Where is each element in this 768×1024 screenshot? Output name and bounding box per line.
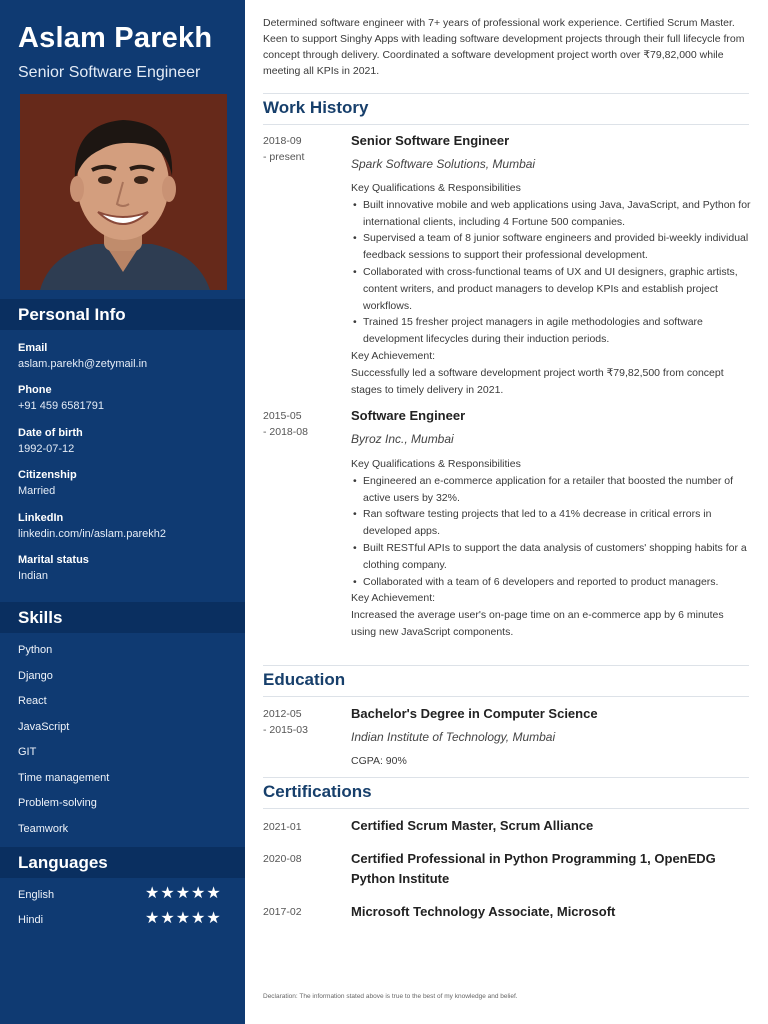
profile-photo-image <box>20 94 227 290</box>
responsibility-list <box>351 473 751 591</box>
skill-item: Teamwork <box>18 823 69 835</box>
education-date-end: - 2015-03 <box>263 724 308 736</box>
achievement-text: Successfully led a software development project worth ₹79,82,500 from concept stages to timely delivery in 2021. <box>351 366 724 396</box>
certification-date: 2020-08 <box>263 853 302 865</box>
education-gpa: CGPA: 90% <box>351 755 407 767</box>
candidate-title: Senior Software Engineer <box>18 64 201 81</box>
job-date-start: 2018-09 <box>263 135 302 147</box>
languages-heading: Languages <box>0 847 245 878</box>
info-email-value: aslam.parekh@zetymail.in <box>18 358 148 370</box>
info-email <box>18 342 238 370</box>
job-date-start: 2015-05 <box>263 410 302 422</box>
job-company: Byroz Inc., Mumbai <box>351 432 454 446</box>
info-citizenship-value: Married <box>18 485 56 497</box>
education-school: Indian Institute of Technology, Mumbai <box>351 730 556 744</box>
language-name-english: English <box>18 889 55 901</box>
skill-item: JavaScript <box>18 721 70 733</box>
achievement-heading: Key Achievement: <box>351 592 436 605</box>
responsibility-item: • Supervised a team of 8 junior software engineers and provided bi-weekly individual feedback sessions to support their professional development. <box>351 230 751 264</box>
info-marital-status-value: Indian <box>18 570 48 582</box>
info-linkedin <box>18 512 238 540</box>
responsibility-item: • Built innovative mobile and web applications using Java, JavaScript, and Python for international clients, including 4 Fortune 500 companies. <box>351 197 751 231</box>
info-citizenship-label: Citizenship <box>18 469 77 481</box>
language-name-hindi: Hindi <box>18 914 44 926</box>
info-linkedin-value: linkedin.com/in/aslam.parekh2 <box>18 528 166 540</box>
info-dob <box>18 427 238 455</box>
profile-photo <box>20 94 227 290</box>
skills-heading: Skills <box>0 602 245 633</box>
responsibility-item: • Engineered an e-commerce application for a retailer that boosted the number of active users by 32%. <box>351 473 751 507</box>
job-company: Spark Software Solutions, Mumbai <box>351 157 536 171</box>
info-dob-value: 1992-07-12 <box>18 443 75 455</box>
responsibility-item: • Built RESTful APIs to support the data analysis of customers' shopping habits for a clothing company. <box>351 540 751 574</box>
info-email-label: Email <box>18 342 48 354</box>
info-marital-status-label: Marital status <box>18 554 89 566</box>
language-rating-english: ★★★★★ <box>145 885 222 902</box>
skill-item: Time management <box>18 772 110 784</box>
responsibility-item: • Trained 15 fresher project managers in agile methodologies and software development lifecycles during their induction periods. <box>351 314 751 348</box>
certifications-heading: Certifications <box>263 777 749 809</box>
info-phone-value: +91 459 6581791 <box>18 400 104 412</box>
job-details <box>351 180 751 398</box>
certification-date: 2017-02 <box>263 906 302 918</box>
info-citizenship <box>18 469 238 497</box>
job-date-range <box>263 408 308 440</box>
achievement-heading: Key Achievement: <box>351 349 436 362</box>
skill-item: Django <box>18 670 53 682</box>
education-heading: Education <box>263 665 749 697</box>
education-date-range <box>263 706 308 738</box>
info-linkedin-label: LinkedIn <box>18 512 64 524</box>
candidate-name: Aslam Parekh <box>18 22 213 54</box>
qualifications-heading: Key Qualifications & Responsibilities <box>351 182 521 194</box>
certification-date: 2021-01 <box>263 821 302 833</box>
responsibility-item: • Collaborated with a team of 6 developers and reported to product managers. <box>351 574 751 591</box>
skill-item: Python <box>18 644 53 656</box>
skill-item: GIT <box>18 746 37 758</box>
job-date-end: - present <box>263 151 305 163</box>
language-rating-hindi: ★★★★★ <box>145 910 222 927</box>
responsibility-item: • Ran software testing projects that led to a 41% decrease in critical errors in developed apps. <box>351 506 751 540</box>
certification-name: Certified Professional in Python Programming 1, OpenEDG Python Institute <box>351 851 716 886</box>
job-title: Senior Software Engineer <box>351 133 510 148</box>
responsibility-item: • Collaborated with cross-functional teams of UX and UI designers, graphic artists, content writers, and product managers to develop KPIs and establish project workflows. <box>351 264 751 314</box>
info-marital-status <box>18 554 238 582</box>
job-date-end: - 2018-08 <box>263 426 308 438</box>
main-content <box>263 0 751 1024</box>
info-phone-label: Phone <box>18 384 52 396</box>
certification-name: Microsoft Technology Associate, Microsoft <box>351 904 616 919</box>
education-date-start: 2012-05 <box>263 708 302 720</box>
skill-item: Problem-solving <box>18 797 97 809</box>
personal-info-heading: Personal Info <box>0 299 245 330</box>
education-degree: Bachelor's Degree in Computer Science <box>351 706 598 721</box>
job-details <box>351 456 751 641</box>
skill-item: React <box>18 695 47 707</box>
sidebar <box>0 0 245 1024</box>
declaration-text: Declaration: The information stated above is true to the best of my knowledge and belief. <box>263 993 518 1000</box>
work-history-heading: Work History <box>263 93 749 125</box>
profile-summary: Determined software engineer with 7+ years of professional work experience. Certified Scrum Master. Keen to support Singhy Apps with leading software development projects through their full lifecycle from concept through delivery. Coordinated a software development project worth over ₹79,82,000 while meeting all KPIs in 2021. <box>263 17 745 77</box>
job-date-range <box>263 133 304 165</box>
info-phone <box>18 384 238 412</box>
achievement-text: Increased the average user's on-page time on an e-commerce app by 6 minutes using new JavaScript components. <box>351 609 724 638</box>
qualifications-heading: Key Qualifications & Responsibilities <box>351 458 521 470</box>
info-dob-label: Date of birth <box>18 427 83 439</box>
certification-name: Certified Scrum Master, Scrum Alliance <box>351 818 594 833</box>
responsibility-list <box>351 197 751 348</box>
job-title: Software Engineer <box>351 408 466 423</box>
